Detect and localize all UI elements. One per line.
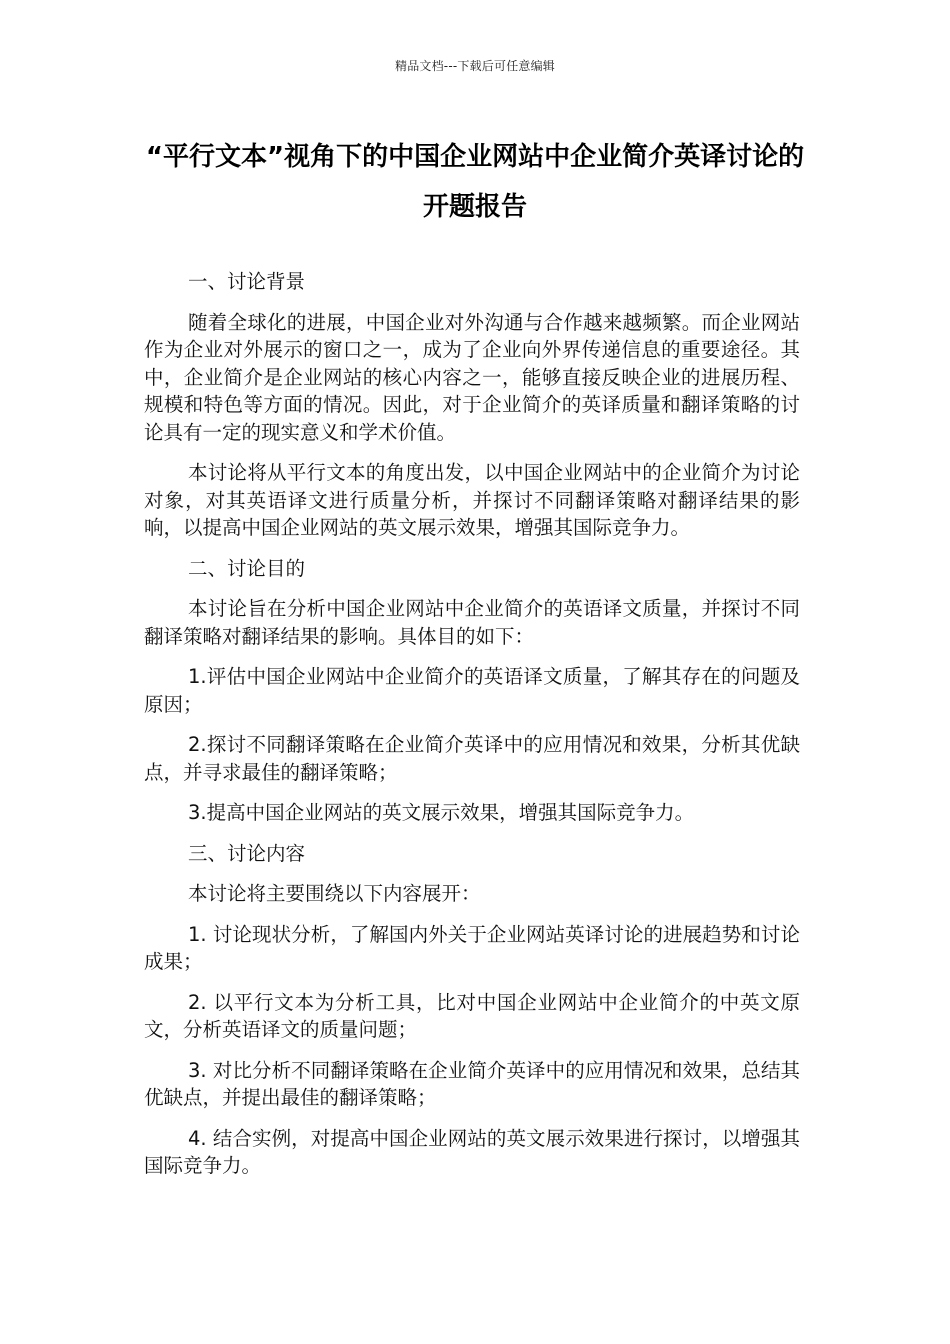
list-item-content-1: 1. 讨论现状分析，了解国内外关于企业网站英译讨论的进展趋势和讨论成果； bbox=[144, 922, 800, 973]
paragraph-background-1: 随着全球化的进展，中国企业对外沟通与合作越来越频繁。而企业网站作为企业对外展示的窗口之一，成为了企业向外界传递信息的重要途径。其中，企业简介是企业网站的核心内容之一，能够直接反映企业的进展历程、规模和特色等方面的情况。因此，对于企业简介的英译质量和翻译策略的讨论具有一定的现实意义和学术价值。 bbox=[144, 310, 800, 444]
section-heading-background: 一、讨论背景 bbox=[188, 270, 306, 293]
list-item-content-3: 3. 对比分析不同翻译策略在企业简介英译中的应用情况和效果，总结其优缺点，并提出最佳的翻译策略； bbox=[144, 1058, 800, 1109]
list-item-purpose-2: 2.探讨不同翻译策略在企业简介英译中的应用情况和效果，分析其优缺点，并寻求最佳的翻译策略； bbox=[144, 733, 800, 784]
list-item-purpose-1: 1.评估中国企业网站中企业简介的英语译文质量，了解其存在的问题及原因； bbox=[144, 665, 800, 716]
list-item-purpose-3: 3.提高中国企业网站的英文展示效果，增强其国际竞争力。 bbox=[188, 801, 695, 824]
list-item-content-4: 4. 结合实例，对提高中国企业网站的英文展示效果进行探讨，以增强其国际竞争力。 bbox=[144, 1126, 800, 1177]
section-heading-purpose: 二、讨论目的 bbox=[188, 556, 306, 580]
list-item-content-2: 2. 以平行文本为分析工具，比对中国企业网站中企业简介的中英文原文，分析英语译文的质量问题； bbox=[144, 990, 800, 1041]
header-note: 精品文档---下载后可任意编辑 bbox=[395, 59, 555, 73]
section-heading-content: 三、讨论内容 bbox=[188, 841, 306, 865]
document-title: “平行文本”视角下的中国企业网站中企业简介英译讨论的开题报告 bbox=[145, 142, 805, 222]
paragraph-purpose-intro: 本讨论旨在分析中国企业网站中企业简介的英语译文质量，并探讨不同翻译策略对翻译结果的影响。具体目的如下： bbox=[144, 597, 800, 648]
paragraph-content-intro: 本讨论将主要围绕以下内容展开： bbox=[188, 882, 481, 905]
document-body bbox=[144, 268, 800, 1193]
paragraph-background-2: 本讨论将从平行文本的角度出发，以中国企业网站中的企业简介为讨论对象，对其英语译文进行质量分析，并探讨不同翻译策略对翻译结果的影响，以提高中国企业网站的英文展示效果，增强其国际竞争力。 bbox=[144, 461, 800, 539]
